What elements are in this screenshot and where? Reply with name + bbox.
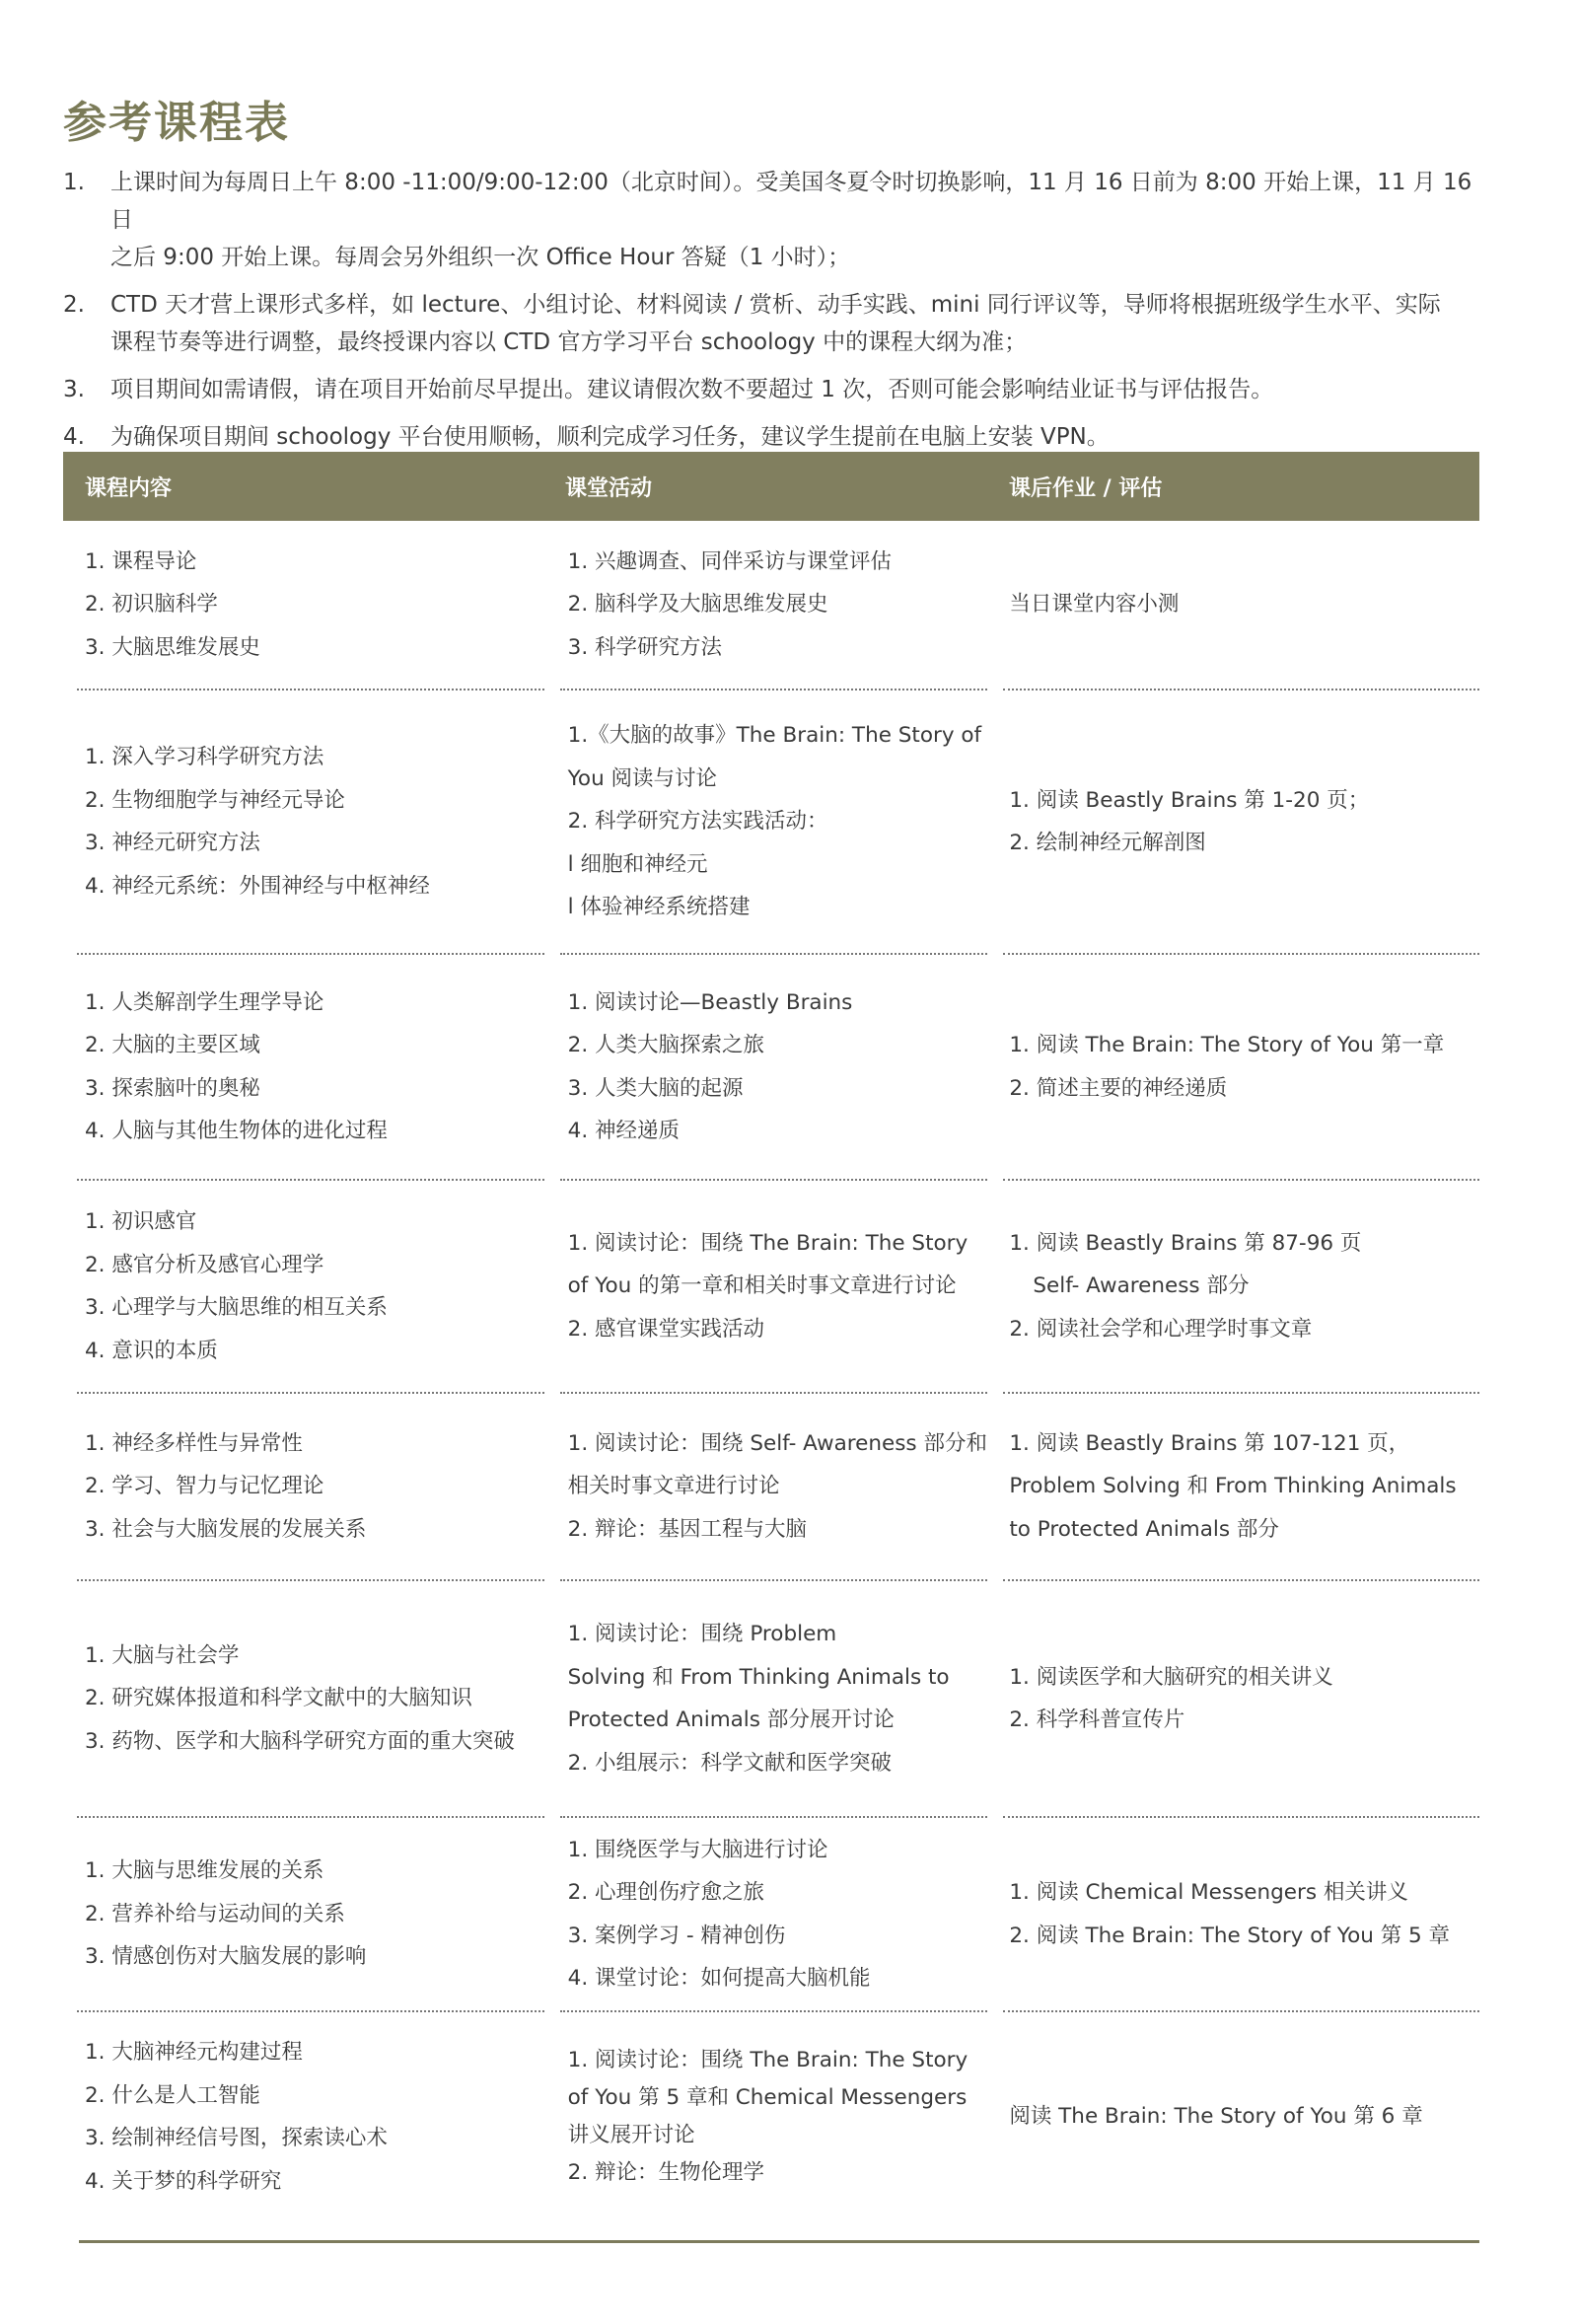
activity-line: 3. 案例学习 - 精神创伤 <box>567 1923 786 1948</box>
homework-cell <box>1003 1818 1479 2012</box>
content-cell <box>77 521 544 690</box>
homework-cell <box>1003 1394 1479 1581</box>
content-line: 3. 社会与大脑发展的发展关系 <box>85 1516 367 1542</box>
table-row <box>63 1581 1479 1818</box>
note-item <box>63 418 1483 456</box>
activity-line: 2. 辩论：生物伦理学 <box>567 2160 765 2185</box>
bottom-rule <box>79 2240 1479 2243</box>
activity-line: 1. 阅读讨论：围绕 Self- Awareness 部分和 <box>567 1430 987 1456</box>
homework-line: 2. 阅读 The Brain: The Story of You 第 5 章 <box>1009 1923 1451 1948</box>
content-line: 1. 初识感官 <box>85 1209 197 1234</box>
content-line: 3. 心理学与大脑思维的相互关系 <box>85 1295 388 1320</box>
content-line: 1. 课程导论 <box>85 548 197 574</box>
activity-line: 3. 人类大脑的起源 <box>567 1075 744 1101</box>
homework-line: to Protected Animals 部分 <box>1009 1516 1279 1542</box>
content-line: 4. 意识的本质 <box>85 1338 218 1363</box>
course-schedule-table <box>63 452 1479 2221</box>
activity-line: 1. 兴趣调查、同伴采访与课堂评估 <box>567 548 893 574</box>
table-row <box>63 1818 1479 2012</box>
activity-line: 1. 阅读讨论—Beastly Brains <box>567 989 853 1015</box>
activity-line: of You 第 5 章和 Chemical Messengers <box>567 2085 968 2110</box>
activity-cell <box>560 1818 988 2012</box>
activity-line: 2. 心理创伤疗愈之旅 <box>567 1880 765 1905</box>
activity-line: 2. 人类大脑探索之旅 <box>567 1033 765 1057</box>
activity-line: Protected Animals 部分展开讨论 <box>567 1707 895 1732</box>
activity-line: 4. 神经递质 <box>567 1119 681 1143</box>
content-line: 2. 初识脑科学 <box>85 592 218 617</box>
table-header <box>63 452 1479 521</box>
homework-line: 2. 绘制神经元解剖图 <box>1009 831 1206 855</box>
activity-line: 2. 脑科学及大脑思维发展史 <box>567 592 828 617</box>
content-line: 2. 什么是人工智能 <box>85 2082 260 2108</box>
content-cell <box>77 1394 544 1581</box>
homework-cell <box>1003 1581 1479 1818</box>
homework-cell <box>1003 1181 1479 1394</box>
activity-line: 1.《大脑的故事》The Brain: The Story of <box>567 723 982 749</box>
note-text <box>110 164 1483 276</box>
notes-list <box>63 164 1483 466</box>
activity-cell <box>560 1581 988 1818</box>
activity-line: You 阅读与讨论 <box>567 765 718 791</box>
header-course-content: 课程内容 <box>85 475 173 501</box>
note-line: 之后 9:00 开始上课。每周会另外组织一次 Office Hour 答疑（1 小时）； <box>110 245 851 270</box>
homework-line: Problem Solving 和 From Thinking Animals <box>1009 1474 1457 1499</box>
content-cell <box>77 2012 544 2221</box>
activity-line: l 体验神经系统搭建 <box>567 895 751 920</box>
activity-cell <box>560 2012 988 2221</box>
activity-line: 1. 围绕医学与大脑进行讨论 <box>567 1837 828 1862</box>
content-line: 1. 人类解剖学生理学导论 <box>85 989 324 1015</box>
homework-cell <box>1003 521 1479 690</box>
homework-line: 1. 阅读 Chemical Messengers 相关讲义 <box>1009 1880 1408 1905</box>
homework-line: 2. 科学科普宣传片 <box>1009 1707 1185 1732</box>
homework-line: 阅读 The Brain: The Story of You 第 6 章 <box>1009 2104 1423 2130</box>
note-number: 4. <box>63 424 85 450</box>
table-row <box>63 521 1479 690</box>
content-line: 1. 大脑与社会学 <box>85 1642 240 1668</box>
activity-line: 4. 课堂讨论：如何提高大脑机能 <box>567 1966 871 1991</box>
note-text <box>110 418 1483 456</box>
content-line: 2. 营养补给与运动间的关系 <box>85 1901 345 1926</box>
note-line: 课程节奏等进行调整，最终授课内容以 CTD 官方学习平台 schoology 中的课程大纲为准； <box>110 329 1028 355</box>
content-line: 3. 情感创伤对大脑发展的影响 <box>85 1944 367 1970</box>
content-line: 1. 大脑与思维发展的关系 <box>85 1858 324 1884</box>
homework-cell <box>1003 2012 1479 2221</box>
activity-line: of You 的第一章和相关时事文章进行讨论 <box>567 1273 957 1299</box>
content-line: 2. 生物细胞学与神经元导论 <box>85 787 345 813</box>
note-text <box>110 286 1483 361</box>
activity-line: l 细胞和神经元 <box>567 851 708 877</box>
note-item <box>63 371 1483 408</box>
note-item <box>63 286 1483 361</box>
table-row <box>63 690 1479 955</box>
content-line: 3. 探索脑叶的奥秘 <box>85 1075 260 1101</box>
activity-line: 2. 小组展示：科学文献和医学突破 <box>567 1750 893 1776</box>
activity-cell <box>560 955 988 1181</box>
activity-cell <box>560 1394 988 1581</box>
activity-line: 1. 阅读讨论：围绕 Problem <box>567 1622 837 1646</box>
page-title: 参考课程表 <box>63 98 290 148</box>
note-number: 3. <box>63 377 85 402</box>
homework-line: 2. 阅读社会学和心理学时事文章 <box>1009 1316 1313 1342</box>
note-line: CTD 天才营上课形式多样，如 lecture、小组讨论、材料阅读 / 赏析、动手实践、mini 同行评议等，导师将根据班级学生水平、实际 <box>110 292 1441 318</box>
note-number: 2. <box>63 292 85 318</box>
activity-line: 3. 科学研究方法 <box>567 634 723 660</box>
note-line: 为确保项目期间 schoology 平台使用顺畅，顺利完成学习任务，建议学生提前在电脑上安装 VPN。 <box>110 424 1110 450</box>
content-line: 1. 深入学习科学研究方法 <box>85 745 324 769</box>
content-line: 3. 神经元研究方法 <box>85 831 260 855</box>
content-cell <box>77 1818 544 2012</box>
content-line: 4. 人脑与其他生物体的进化过程 <box>85 1119 388 1143</box>
activity-cell <box>560 521 988 690</box>
homework-line: 1. 阅读 Beastly Brains 第 87-96 页 <box>1009 1230 1362 1256</box>
homework-line: 1. 阅读医学和大脑研究的相关讲义 <box>1009 1664 1333 1690</box>
note-line: 项目期间如需请假，请在项目开始前尽早提出。建议请假次数不要超过 1 次，否则可能会影响结业证书与评估报告。 <box>110 377 1274 402</box>
table-row <box>63 1181 1479 1394</box>
content-cell <box>77 955 544 1181</box>
header-class-activity: 课堂活动 <box>565 475 653 501</box>
activity-cell <box>560 690 988 955</box>
content-line: 2. 学习、智力与记忆理论 <box>85 1474 324 1499</box>
content-cell <box>77 1581 544 1818</box>
note-line: 上课时间为每周日上午 8:00 -11:00/9:00-12:00（北京时间）。受美国冬夏令时切换影响，11 月 16 日前为 8:00 开始上课，11 月 16 日 <box>110 170 1472 233</box>
table-row <box>63 2012 1479 2221</box>
homework-cell <box>1003 690 1479 955</box>
content-line: 2. 感官分析及感官心理学 <box>85 1252 324 1277</box>
activity-line: 相关时事文章进行讨论 <box>567 1474 780 1499</box>
content-line: 2. 研究媒体报道和科学文献中的大脑知识 <box>85 1686 472 1711</box>
activity-line: 2. 科学研究方法实践活动： <box>567 809 828 835</box>
content-line: 1. 大脑神经元构建过程 <box>85 2040 303 2065</box>
activity-line: Solving 和 From Thinking Animals to <box>567 1664 950 1690</box>
homework-line: Self- Awareness 部分 <box>1033 1273 1250 1299</box>
homework-line: 当日课堂内容小测 <box>1009 592 1180 617</box>
homework-line: 1. 阅读 The Brain: The Story of You 第一章 <box>1009 1033 1445 1057</box>
content-line: 4. 关于梦的科学研究 <box>85 2168 282 2194</box>
content-line: 1. 神经多样性与异常性 <box>85 1430 303 1456</box>
content-line: 3. 大脑思维发展史 <box>85 634 260 660</box>
activity-line: 1. 阅读讨论：围绕 The Brain: The Story <box>567 1230 968 1256</box>
activity-line: 讲义展开讨论 <box>567 2123 695 2147</box>
homework-line: 1. 阅读 Beastly Brains 第 1-20 页； <box>1009 787 1370 813</box>
content-cell <box>77 690 544 955</box>
homework-cell <box>1003 955 1479 1181</box>
note-number: 1. <box>63 170 85 195</box>
activity-line: 1. 阅读讨论：围绕 The Brain: The Story <box>567 2048 968 2072</box>
content-line: 3. 药物、医学和大脑科学研究方面的重大突破 <box>85 1728 515 1754</box>
content-line: 4. 神经元系统：外围神经与中枢神经 <box>85 873 430 899</box>
note-text <box>110 371 1483 408</box>
header-homework: 课后作业 / 评估 <box>1009 475 1163 501</box>
activity-line: 2. 辩论：基因工程与大脑 <box>567 1516 808 1542</box>
table-row <box>63 1394 1479 1581</box>
note-item <box>63 164 1483 276</box>
table-row <box>63 955 1479 1181</box>
content-line: 2. 大脑的主要区域 <box>85 1033 260 1057</box>
content-cell <box>77 1181 544 1394</box>
activity-line: 2. 感官课堂实践活动 <box>567 1316 765 1342</box>
homework-line: 1. 阅读 Beastly Brains 第 107-121 页， <box>1009 1430 1410 1456</box>
homework-line: 2. 简述主要的神经递质 <box>1009 1075 1228 1101</box>
content-line: 3. 绘制神经信号图，探索读心术 <box>85 2126 388 2150</box>
activity-cell <box>560 1181 988 1394</box>
